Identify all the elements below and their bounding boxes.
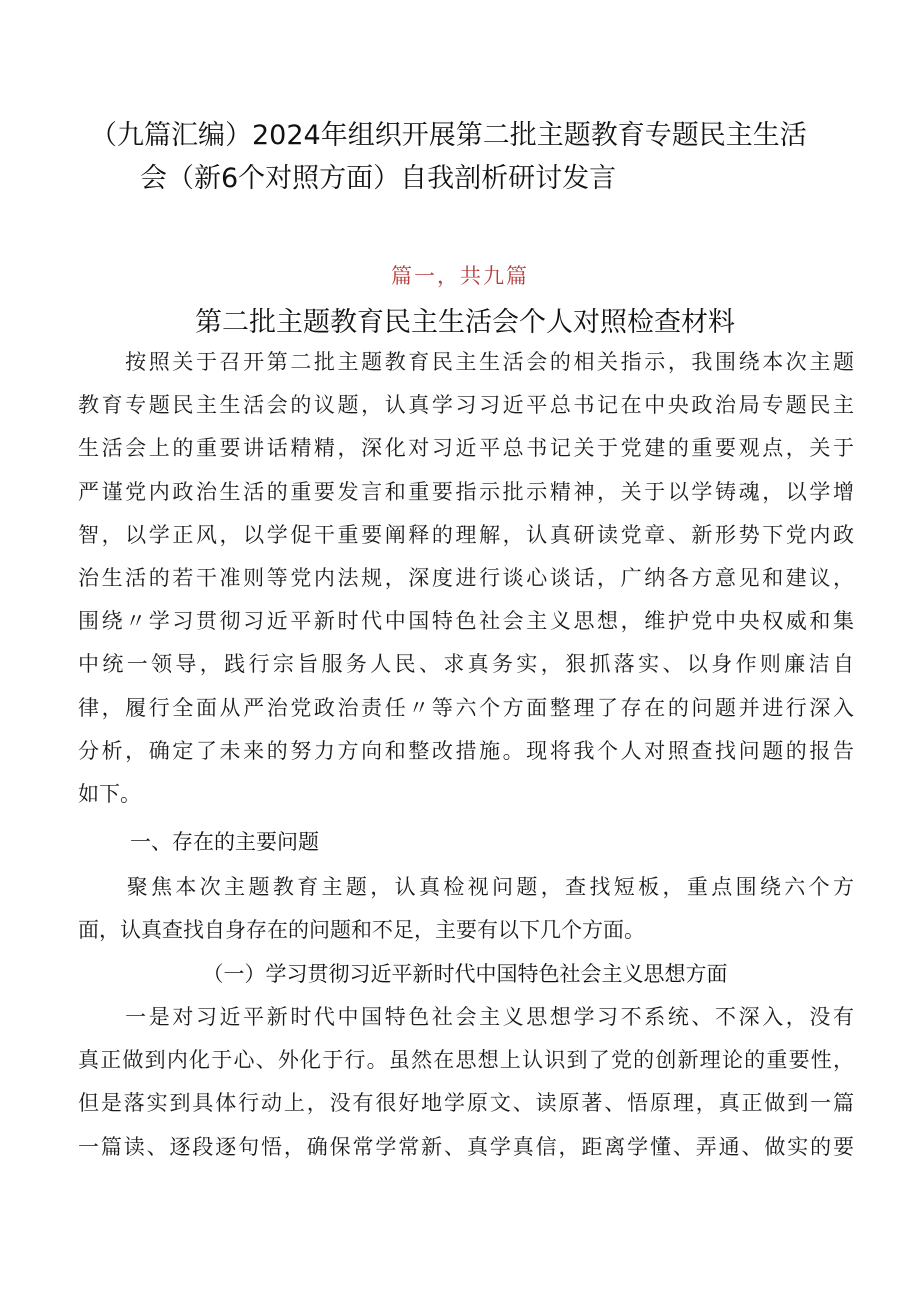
intro-line: 严谨党内政治生活的重要发言和重要指示批示精神，关于以学铸魂，以学增 xyxy=(78,479,854,504)
intro-line: 智，以学正风，以学促干重要阐释的理解，认真研读党章、新形势下党内政 xyxy=(78,522,854,547)
intro-line: 教育专题民主生活会的议题，认真学习习近平总书记在中央政治局专题民主 xyxy=(78,393,854,418)
intro-line: 律，履行全面从严治党政治责任〃等六个方面整理了存在的问题并进行深入 xyxy=(78,695,854,720)
title-line-2: 会（新6个对照方面）自我剖析研讨发言 xyxy=(140,163,617,194)
title-line-1: （九篇汇编）2024年组织开展第二批主题教育专题民主生活 xyxy=(90,120,807,151)
intro-line: 围绕〃学习贯彻习近平新时代中国特色社会主义思想，维护党中央权威和集 xyxy=(78,609,854,634)
article-heading: 第二批主题教育民主生活会个人对照检查材料 xyxy=(195,307,735,338)
subsection-heading-1: （一）学习贯彻习近平新时代中国特色社会主义思想方面 xyxy=(202,962,728,986)
intro-line: 生活会上的重要讲话精精，深化对习近平总书记关于党建的重要观点，关于 xyxy=(78,436,854,461)
intro-line: 治生活的若干准则等党内法规，深度进行谈心谈话，广纳各方意见和建议， xyxy=(78,566,854,591)
intro-line: 按照关于召开第二批主题教育民主生活会的相关指示，我围绕本次主题 xyxy=(78,350,854,374)
document-title xyxy=(90,114,850,200)
section2-line: 一篇读、逐段逐句悟，确保常学常新、真学真信，距离学懂、弄通、做实的要 xyxy=(78,1134,854,1159)
section-heading-1: 一、存在的主要问题 xyxy=(130,830,319,854)
intro-line: 如下。 xyxy=(78,782,141,807)
section2-paragraph xyxy=(78,996,854,1169)
intro-line: 中统一领导，践行宗旨服务人民、求真务实，狠抓落实、以身作则廉洁自 xyxy=(78,652,854,677)
section2-line: 真正做到内化于心、外化于行。虽然在思想上认识到了党的创新理论的重要性， xyxy=(78,1048,854,1073)
section1-line: 面，认真查找自身存在的问题和不足，主要有以下几个方面。 xyxy=(78,918,645,943)
intro-paragraph xyxy=(78,341,854,816)
section2-line: 一是对习近平新时代中国特色社会主义思想学习不系统、不深入，没有 xyxy=(78,1005,854,1029)
section1-line: 聚焦本次主题教育主题，认真检视问题，查找短板，重点围绕六个方 xyxy=(78,875,854,899)
section2-line: 但是落实到具体行动上，没有很好地学原文、读原著、悟原理，真正做到一篇 xyxy=(78,1091,854,1116)
section1-paragraph xyxy=(78,866,854,952)
intro-line: 分析，确定了未来的努力方向和整改措施。现将我个人对照查找问题的报告 xyxy=(78,738,854,763)
article-subtitle: 篇一，共九篇 xyxy=(391,264,529,288)
